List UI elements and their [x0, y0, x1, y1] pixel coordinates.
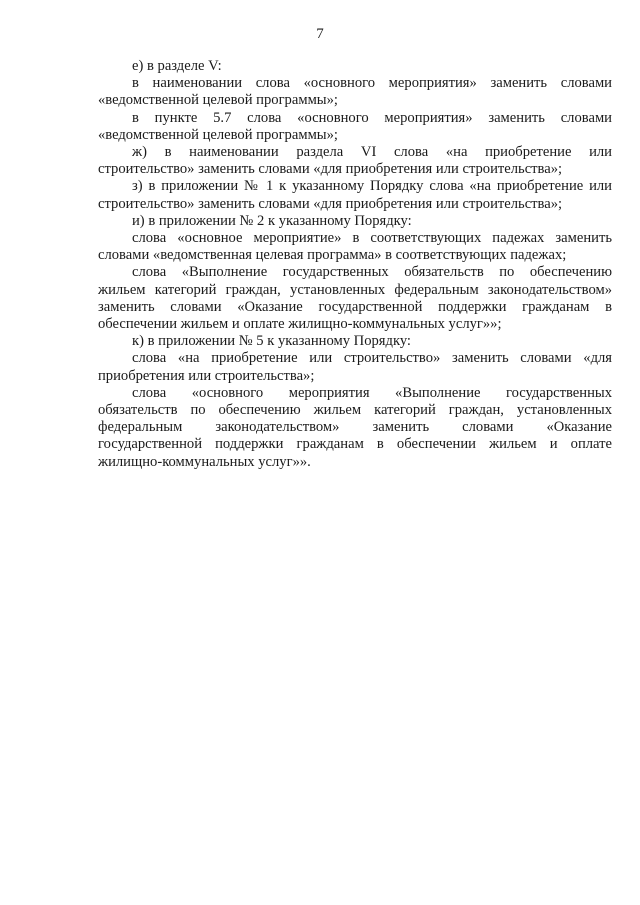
- text-line: и) в приложении № 2 к указанному Порядку:: [132, 212, 412, 229]
- paragraph-k: [98, 333, 612, 350]
- paragraph-i-1: [98, 230, 612, 264]
- text-line: слова «на приобретение или строительство» заменить словами «для: [132, 350, 612, 367]
- document-body: [98, 58, 612, 471]
- paragraph-z: [98, 178, 612, 212]
- text-line: слова «основное мероприятие» в соответствующих падежах заменить: [132, 230, 612, 247]
- text-line: з) в приложении № 1 к указанному Порядку слова «на приобретение или: [132, 178, 612, 195]
- paragraph-5-7: [98, 110, 612, 144]
- text-line: строительство» заменить словами «для приобретения или строительства»;: [98, 195, 563, 212]
- text-line: заменить словами «Оказание государственной поддержки гражданам в: [98, 298, 612, 315]
- paragraph-k-2: [98, 385, 612, 471]
- text-line: в пункте 5.7 слова «основного мероприятия» заменить словами: [132, 109, 612, 126]
- text-line: ж) в наименовании раздела VI слова «на приобретение или: [132, 144, 612, 161]
- paragraph-i: [98, 213, 612, 230]
- text-line: слова «основного мероприятия «Выполнение государственных: [132, 384, 612, 401]
- text-line: «ведомственной целевой программы»;: [98, 126, 338, 143]
- text-line: «ведомственной целевой программы»;: [98, 92, 338, 109]
- paragraph-v-name: [98, 75, 612, 109]
- text-line: в наименовании слова «основного мероприятия» заменить словами: [132, 75, 612, 92]
- paragraph-e: [98, 58, 612, 75]
- text-line: словами «ведомственная целевая программа» в соответствующих падежах;: [98, 247, 567, 264]
- paragraph-i-2: [98, 264, 612, 333]
- paragraph-zh: [98, 144, 612, 178]
- text-line: приобретения или строительства»;: [98, 367, 315, 384]
- text-line: к) в приложении № 5 к указанному Порядку:: [132, 333, 411, 350]
- text-line: обязательств по обеспечению жильем категорий граждан, установленных: [98, 402, 612, 419]
- text-line: жилищно-коммунальных услуг»».: [98, 453, 311, 470]
- text-line: федеральным законодательством» заменить словами «Оказание: [98, 419, 612, 436]
- text-line: обеспечении жильем и оплате жилищно-коммунальных услуг»»;: [98, 316, 502, 333]
- page-number: 7: [316, 26, 324, 42]
- text-line: слова «Выполнение государственных обязательств по обеспечению: [132, 264, 612, 281]
- text-line: строительство» заменить словами «для приобретения или строительства»;: [98, 161, 563, 178]
- text-line: государственной поддержки гражданам в обеспечении жильем и оплате: [98, 436, 612, 453]
- text-line: жильем категорий граждан, установленных федеральным законодательством»: [98, 281, 612, 298]
- paragraph-k-1: [98, 350, 612, 384]
- text-line: е) в разделе V:: [132, 58, 222, 74]
